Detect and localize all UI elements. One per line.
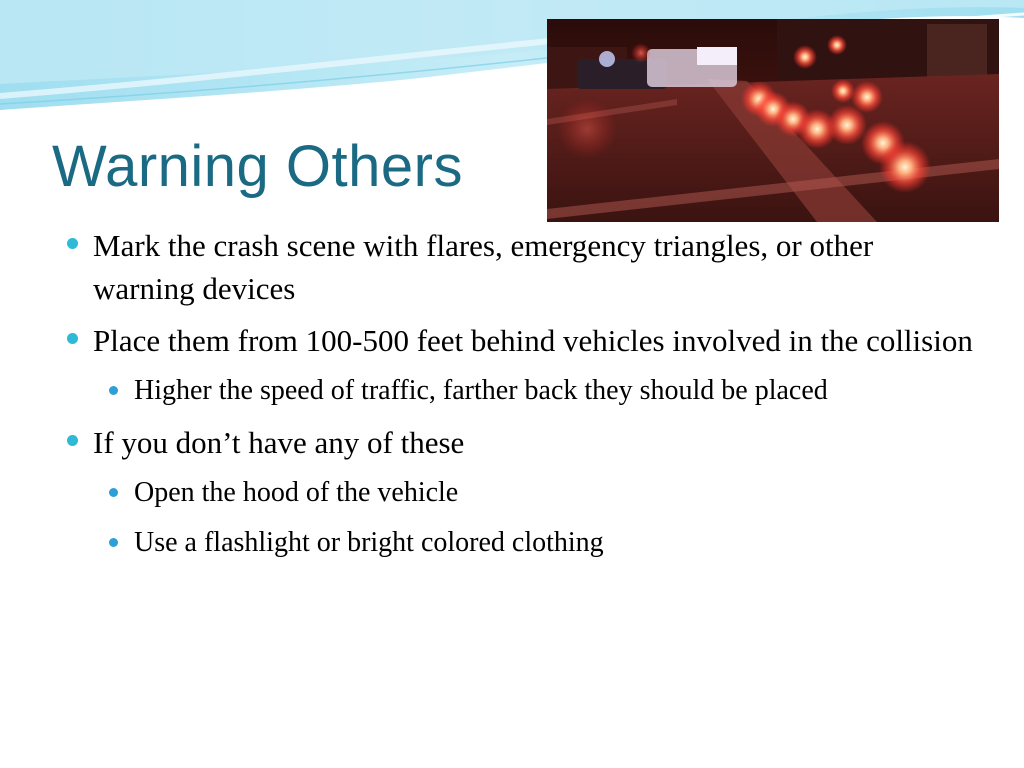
slide-title: Warning Others (52, 134, 463, 199)
bullet-item: Place them from 100-500 feet behind vehicles involved in the collision (62, 319, 982, 362)
road-flares-photo (547, 19, 999, 222)
bullet-item: Mark the crash scene with flares, emergency triangles, or other warning devices (62, 224, 982, 310)
bullet-item: If you don’t have any of these (62, 421, 982, 464)
sub-bullet-item: Use a flashlight or bright colored clothing (103, 523, 982, 563)
bullet-list (62, 224, 982, 573)
sub-bullet-item: Open the hood of the vehicle (103, 473, 982, 513)
sub-bullet-item: Higher the speed of traffic, farther back they should be placed (103, 371, 982, 411)
